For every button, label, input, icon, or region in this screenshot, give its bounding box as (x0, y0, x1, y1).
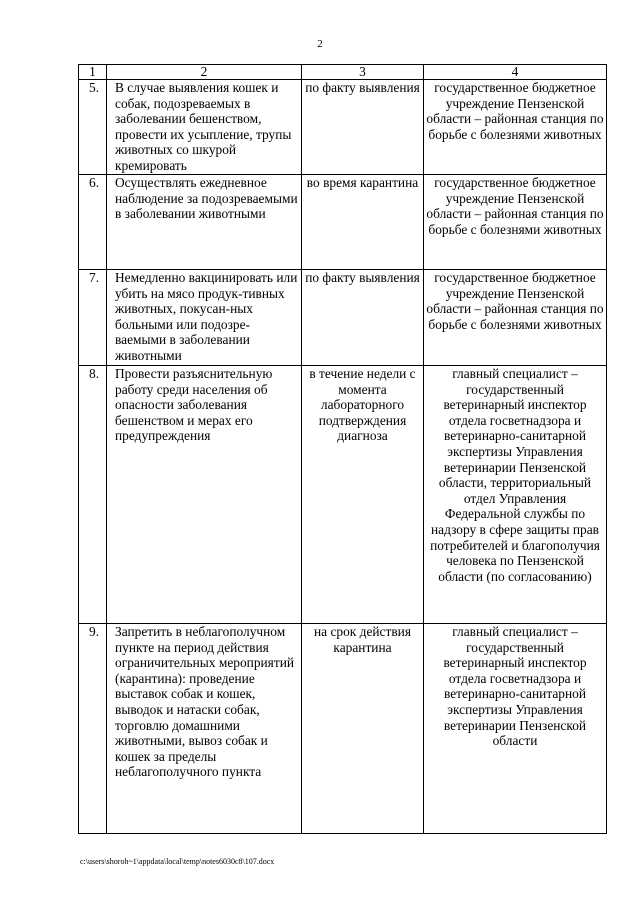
responsible-text: главный специалист – государственный ветеринарный инспектор отдела госветнадзора и ветеринарно-санитарной экспертизы Управления ветеринарии Пензенской области, территориальный отдел Управления Федеральной службы по надзору в сфере защиты прав потребителей и благополучия человека по Пензенской области (по согласованию) (424, 366, 607, 624)
term-text: на срок действия карантина (302, 624, 424, 834)
measures-table (78, 64, 607, 834)
page-number: 2 (317, 38, 323, 50)
responsible-cell (424, 80, 607, 175)
file-path-footer: c:\users\shoroh~1\appdata\local\temp\notes6030c8\107.docx (80, 857, 275, 866)
header-col-4: 4 (424, 65, 607, 80)
term-text: в течение недели с момента лабораторного подтверждения диагноза (302, 366, 424, 624)
action-text: Немедленно вакцинировать или убить на мясо продук-тивных животных, покусан-ных больными или подозре-ваемыми в заболевании животными (115, 270, 298, 363)
header-col-1: 1 (79, 65, 107, 80)
table-row (79, 366, 607, 624)
action-text: Провести разъяснительную работу среди населения об опасности заболевания бешенством и мерах его предупреждения (107, 366, 302, 624)
table-row (79, 175, 607, 270)
responsible-text: государственное бюджетное учреждение Пензенской области – районная станция по борьбе с болезнями животных (426, 80, 604, 142)
action-cell (107, 175, 302, 270)
header-col-2: 2 (107, 65, 302, 80)
action-cell (107, 270, 302, 366)
row-number: 8. (79, 366, 107, 624)
row-number: 6. (79, 175, 107, 270)
table-row (79, 270, 607, 366)
term-cell: по факту выявления (302, 270, 424, 366)
action-text: Запретить в неблагополучном пункте на период действия ограничительных мероприятий (карантина): проведение выставок собак и кошек, выводок и натаски собак, торговлю домашними животными, вывоз собак и кошек за пределы неблагополучного пункта (107, 624, 302, 834)
header-col-3: 3 (302, 65, 424, 80)
action-cell (107, 80, 302, 175)
responsible-cell (424, 175, 607, 270)
term-cell: по факту выявления (302, 80, 424, 175)
row-number: 7. (79, 270, 107, 366)
row-number: 9. (79, 624, 107, 834)
responsible-text: главный специалист – государственный ветеринарный инспектор отдела госветнадзора и ветеринарно-санитарной экспертизы Управления ветеринарии Пензенской области (424, 624, 607, 834)
term-cell: во время карантина (302, 175, 424, 270)
row-number: 5. (79, 80, 107, 175)
table-header-row (79, 65, 607, 80)
table-row (79, 624, 607, 834)
responsible-text: государственное бюджетное учреждение Пензенской области – районная станция по борьбе с болезнями животных (426, 175, 604, 237)
action-text: Осуществлять ежедневное наблюдение за подозреваемыми в заболевании животными (115, 175, 298, 222)
responsible-text: государственное бюджетное учреждение Пензенской области – районная станция по борьбе с болезнями животных (426, 270, 604, 332)
action-text: В случае выявления кошек и собак, подозреваемых в заболевании бешенством, провести их усыпление, трупы животных со шкурой кремировать (115, 80, 292, 173)
responsible-cell (424, 270, 607, 366)
table-row (79, 80, 607, 175)
